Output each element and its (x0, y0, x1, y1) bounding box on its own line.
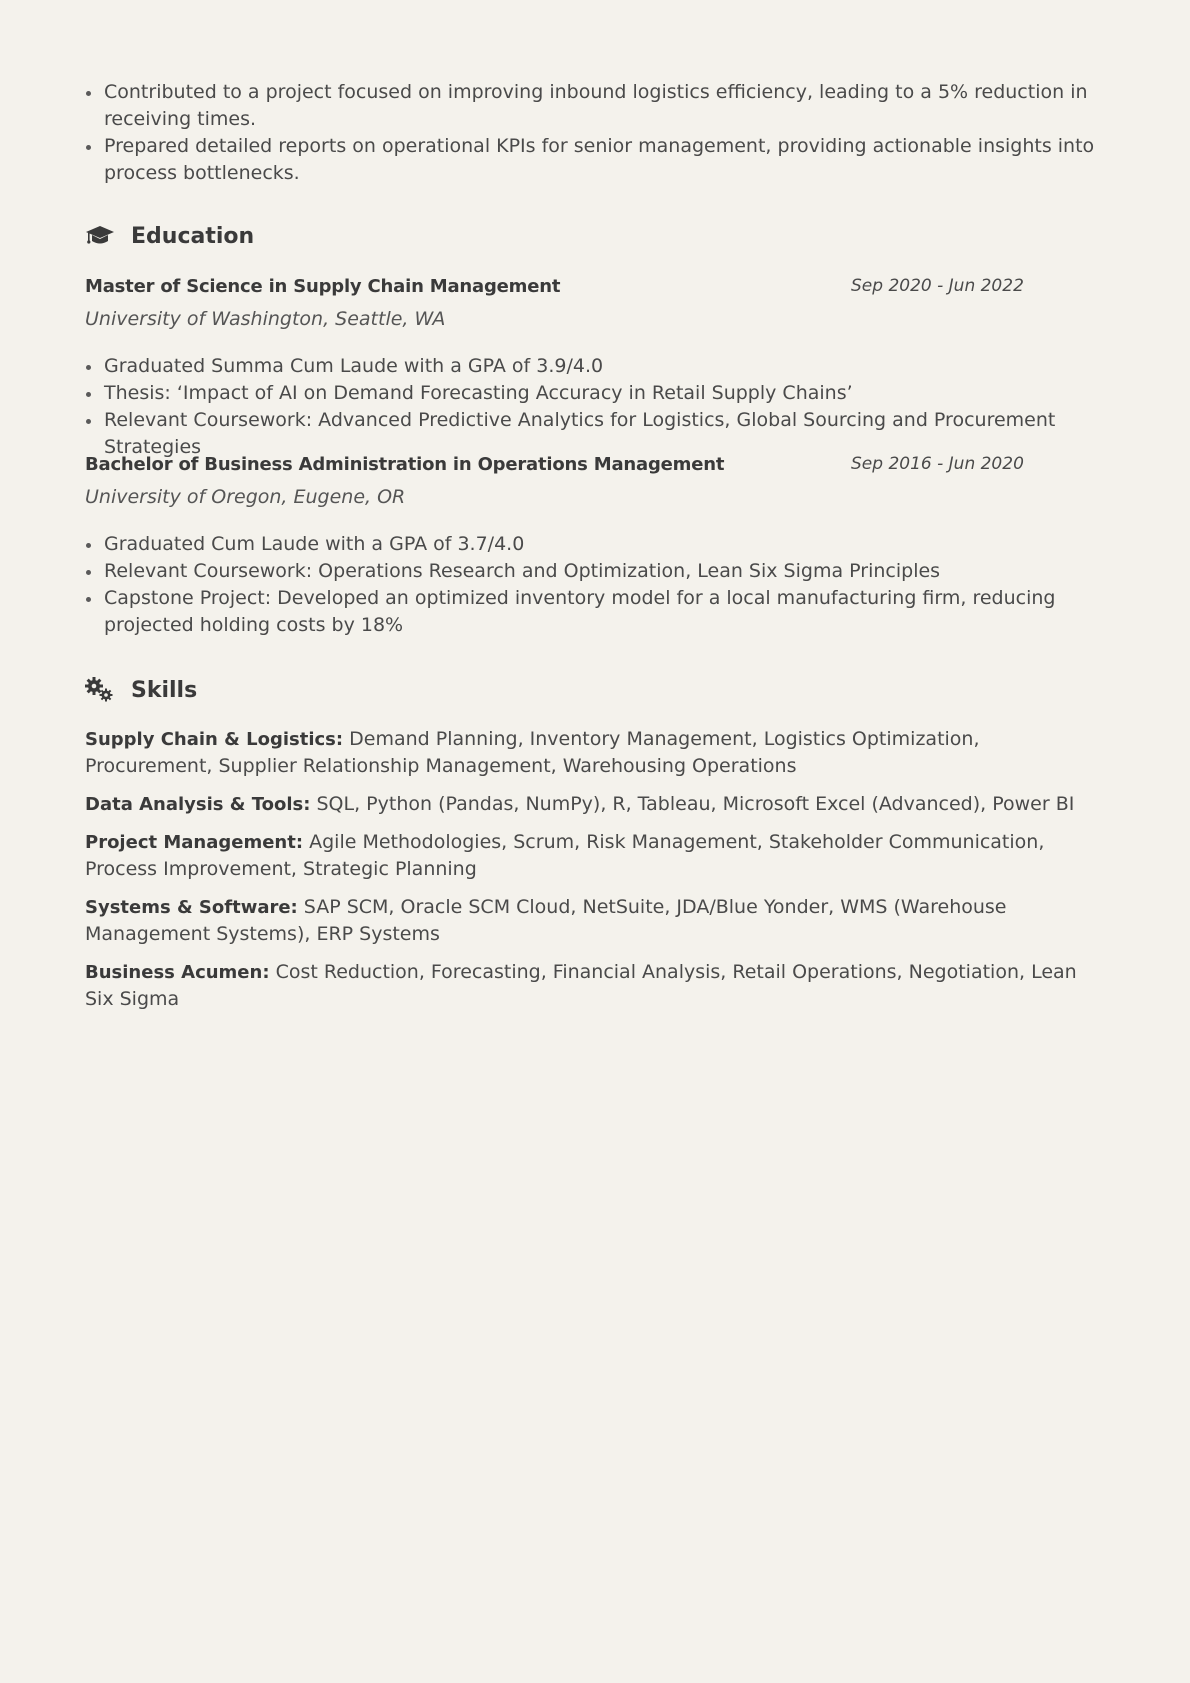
education-entry (85, 451, 1105, 639)
skill-category: Project Management: (85, 832, 304, 853)
education-heading-text: Education (131, 223, 255, 249)
education-dates: Sep 2016 - Jun 2020 (851, 454, 1024, 474)
education-bullet: Relevant Coursework: Advanced Predictive Analytics for Logistics, Global Sourcing and Procurement Strategies (85, 407, 1105, 461)
education-bullet: Graduated Cum Laude with a GPA of 3.7/4.0 (85, 531, 1105, 558)
school-name: University of Washington, Seattle, WA (85, 308, 446, 330)
experience-bullet: Contributed to a project focused on improving inbound logistics efficiency, leading to a 5% reduction in receiving times. (85, 79, 1105, 133)
skill-line (85, 959, 1105, 1013)
skill-category: Systems & Software: (85, 897, 298, 918)
degree-title: Master of Science in Supply Chain Management (85, 276, 561, 297)
skill-text: Cost Reduction, Forecasting, Financial Analysis, Retail Operations, Negotiation, Lean Six Sigma (85, 961, 1077, 1010)
experience-bullets (85, 79, 1105, 187)
skill-line (85, 726, 1105, 780)
education-bullet: Relevant Coursework: Operations Research and Optimization, Lean Six Sigma Principles (85, 558, 1105, 585)
skill-line (85, 894, 1105, 948)
education-heading (85, 221, 254, 251)
education-dates: Sep 2020 - Jun 2022 (851, 276, 1024, 296)
school-name: University of Oregon, Eugene, OR (85, 486, 406, 508)
skill-category: Business Acumen: (85, 962, 270, 983)
skill-category: Data Analysis & Tools: (85, 794, 311, 815)
degree-title: Bachelor of Business Administration in Operations Management (85, 454, 725, 475)
gears-icon (85, 677, 115, 703)
skill-text: SAP SCM, Oracle SCM Cloud, NetSuite, JDA/Blue Yonder, WMS (Warehouse Management Systems), ERP Systems (85, 896, 1007, 945)
experience-bullet: Prepared detailed reports on operational KPIs for senior management, providing actionable insights into process bottlenecks. (85, 133, 1105, 187)
skill-text: Agile Methodologies, Scrum, Risk Management, Stakeholder Communication, Process Improvement, Strategic Planning (85, 831, 1045, 880)
skill-line (85, 829, 1105, 883)
graduation-cap-icon (85, 223, 115, 249)
skills-list (85, 726, 1105, 1024)
skills-heading-text: Skills (131, 677, 198, 703)
skill-text: SQL, Python (Pandas, NumPy), R, Tableau, Microsoft Excel (Advanced), Power BI (316, 793, 1075, 815)
skill-line (85, 791, 1105, 818)
education-bullets (85, 531, 1105, 639)
skills-heading (85, 675, 197, 705)
skill-category: Supply Chain & Logistics: (85, 729, 344, 750)
education-bullets (85, 353, 1105, 461)
education-bullet: Capstone Project: Developed an optimized inventory model for a local manufacturing firm, reducing projected holding costs by 18% (85, 585, 1105, 639)
education-entry (85, 273, 1105, 461)
skill-text: Demand Planning, Inventory Management, Logistics Optimization, Procurement, Supplier Relationship Management, Warehousing Operations (85, 728, 980, 777)
education-bullet: Graduated Summa Cum Laude with a GPA of 3.9/4.0 (85, 353, 1105, 380)
education-bullet: Thesis: ‘Impact of AI on Demand Forecasting Accuracy in Retail Supply Chains’ (85, 380, 1105, 407)
